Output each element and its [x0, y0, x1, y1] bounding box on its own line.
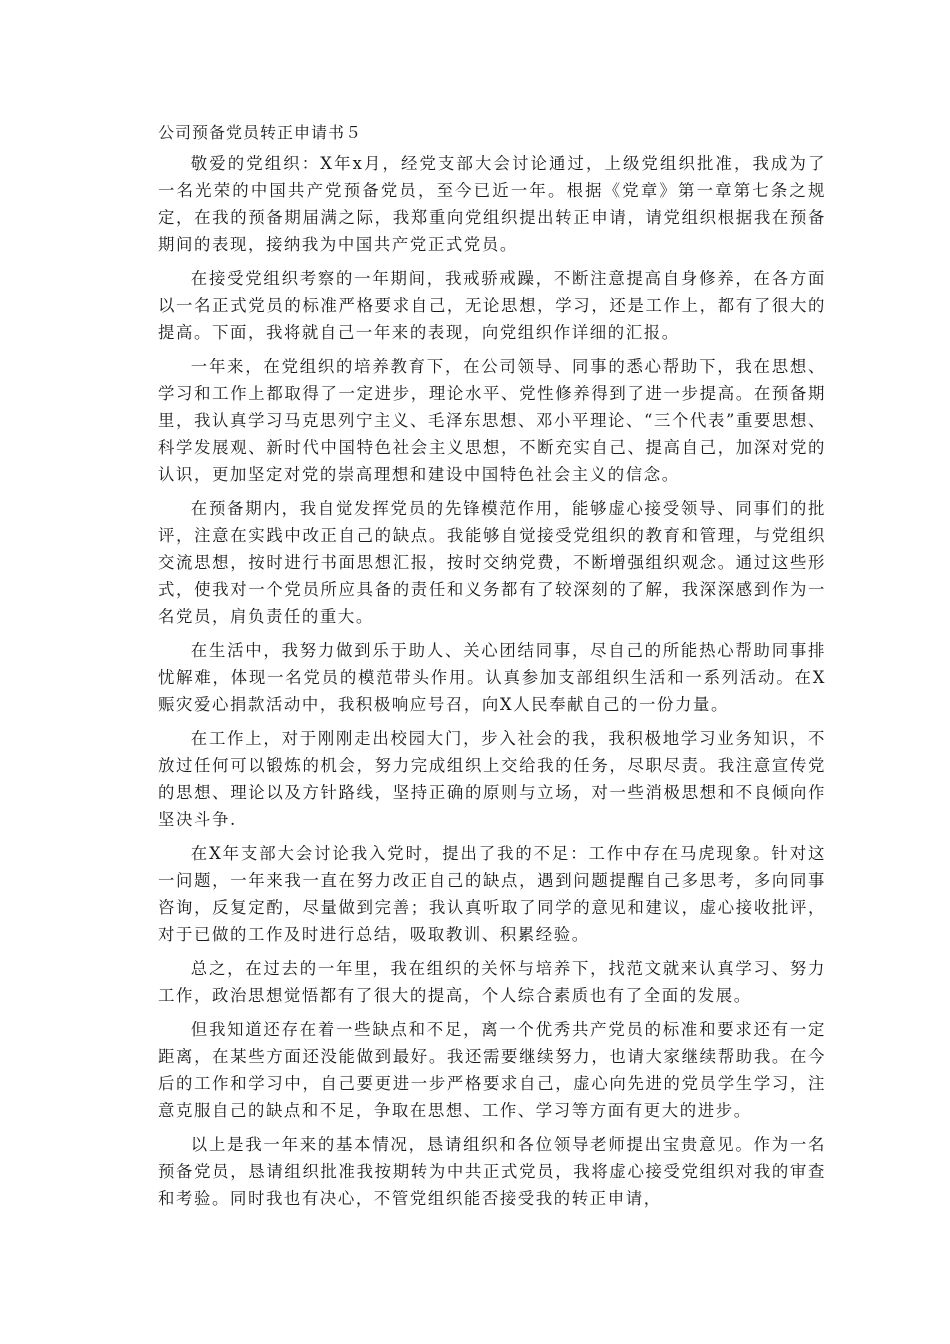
paragraph-vanguard-role: 在预备期内，我自觉发挥党员的先锋模范作用，能够虚心接受领导、同事们的批评，注意在实践中改正自己的缺点。我能够自觉接受党组织的教育和管理，与党组织交流思想，按时进行书面思想汇报，按时交纳党费，不断增强组织观念。通过这些形式，使我对一个党员所应具备的责任和义务都有了较深刻的了解，我深深感到作为一名党员，肩负责任的重大。 — [158, 499, 826, 626]
document-title: 公司预备党员转正申请书５ — [158, 123, 363, 142]
paragraph-remaining-gaps: 但我知道还存在着一些缺点和不足，离一个优秀共产党员的标准和要求还有一定距离，在某些方面还没能做到最好。我还需要继续努力，也请大家继续帮助我。在今后的工作和学习中，自己要更进一步严格要求自己，虚心向先进的党员学生学习，注意克服自己的缺点和不足，争取在思想、工作、学习等方面有更大的进步。 — [158, 1020, 826, 1120]
paragraph-salutation: 敬爱的党组织：X年x月，经党支部大会讨论通过，上级党组织批准，我成为了一名光荣的中国共产党预备党员，至今已近一年。根据《党章》第一章第七条之规定，在我的预备期届满之际，我郑重向党组织提出转正申请，请党组织根据我在预备期间的表现，接纳我为中国共产党正式党员。 — [158, 154, 826, 254]
paragraph-daily-life: 在生活中，我努力做到乐于助人、关心团结同事，尽自己的所能热心帮助同事排忧解难，体现一名党员的模范带头作用。认真参加支部组织生活和一系列活动。在X赈灾爱心捐款活动中，我积极响应号召，向X人民奉献自己的一份力量。 — [158, 641, 826, 714]
paragraph-work: 在工作上，对于刚刚走出校园大门，步入社会的我，我积极地学习业务知识，不放过任何可以锻炼的机会，努力完成组织上交给我的任务，尽职尽责。我注意宣传党的思想、理论以及方针路线，坚持正确的原则与立场，对一些消极思想和不良倾向作坚决斗争. — [158, 729, 826, 829]
paragraph-review-period: 在接受党组织考察的一年期间，我戒骄戒躁，不断注意提高自身修养，在各方面以一名正式党员的标准严格要求自己，无论思想，学习，还是工作上，都有了很大的提高。下面，我将就自己一年来的表现，向党组织作详细的汇报。 — [158, 269, 826, 342]
document-page — [158, 120, 826, 1219]
paragraph-shortcomings-addressed: 在X年支部大会讨论我入党时，提出了我的不足：工作中存在马虎现象。针对这一问题，一年来我一直在努力改正自己的缺点，遇到问题提醒自己多思考，多向同事咨询，反复定酌，尽量做到完善；我认真听取了同学的意见和建议，虚心接收批评，对于已做的工作及时进行总结，吸取教训、积累经验。 — [158, 844, 826, 944]
paragraph-request: 以上是我一年来的基本情况，恳请组织和各位领导老师提出宝贵意见。作为一名预备党员，恳请组织批准我按期转为中共正式党员，我将虚心接受党组织对我的审查和考验。同时我也有决心，不管党组织能否接受我的转正申请， — [158, 1135, 826, 1208]
paragraph-study: 一年来，在党组织的培养教育下，在公司领导、同事的悉心帮助下，我在思想、学习和工作上都取得了一定进步，理论水平、党性修养得到了进一步提高。在预备期里，我认真学习马克思列宁主义、毛泽东思想、邓小平理论、“三个代表”重要思想、科学发展观、新时代中国特色社会主义思想，不断充实自己、提高自己，加深对党的认识，更加坚定对党的崇高理想和建设中国特色社会主义的信念。 — [158, 357, 826, 484]
paragraph-summary: 总之，在过去的一年里，我在组织的关怀与培养下，找范文就来认真学习、努力工作，政治思想觉悟都有了很大的提高，个人综合素质也有了全面的发展。 — [158, 959, 826, 1005]
